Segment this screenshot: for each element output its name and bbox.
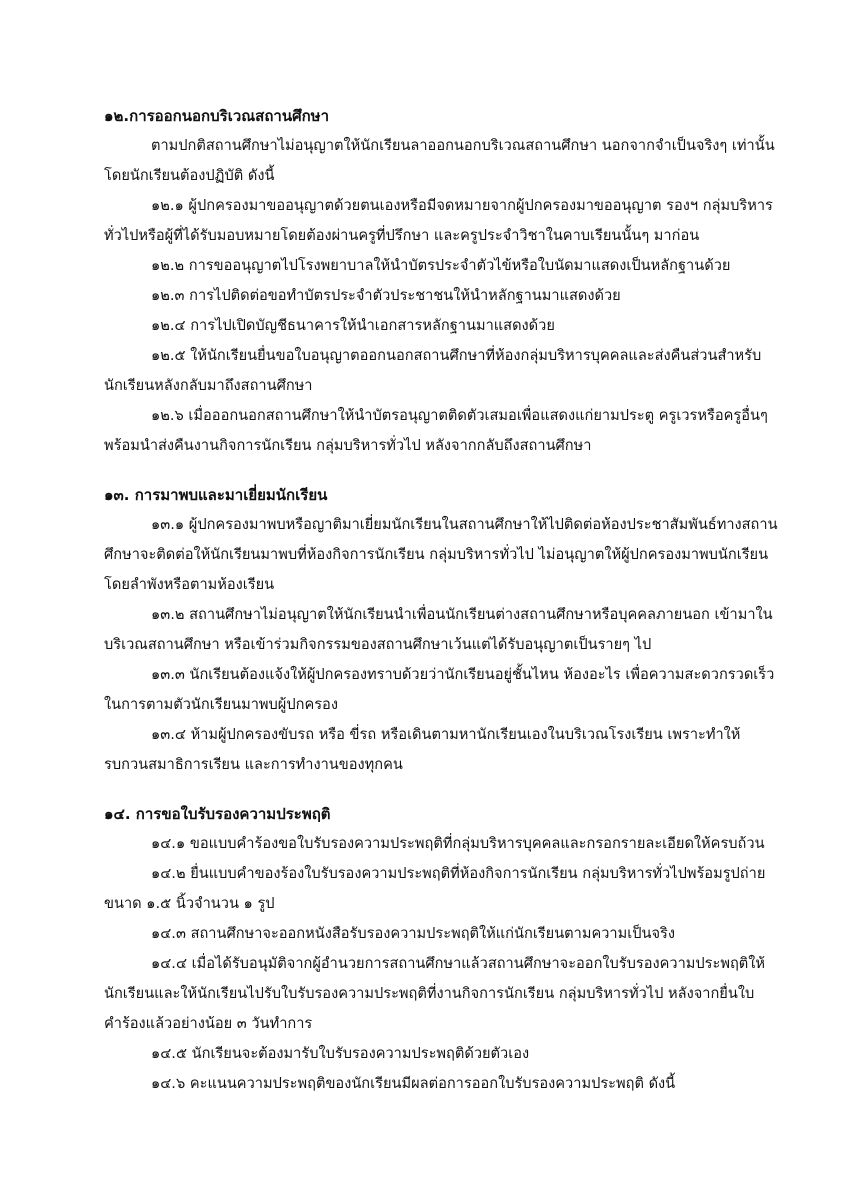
section-heading: ๑๒.การออกนอกบริเวณสถานศึกษา <box>104 107 329 125</box>
section-intro-paragraph: ตามปกติสถานศึกษาไม่อนุญาตให้นักเรียนลาออกนอกบริเวณสถานศึกษา นอกจากจำเป็นจริงๆ เท่านั้นโดยนักเรียนต้องปฏิบัติ ดังนี้ <box>104 137 775 184</box>
section-14-conduct-certificate <box>104 799 780 1099</box>
section-heading: ๑๔. การขอใบรับรองความประพฤติ <box>104 805 331 823</box>
rule-item: ๑๔.๕ นักเรียนจะต้องมารับใบรับรองความประพฤติด้วยตัวเอง <box>151 1045 530 1062</box>
rule-item: ๑๓.๑ ผู้ปกครองมาพบหรือญาติมาเยี่ยมนักเรียนในสถานศึกษาให้ไปติดต่อห้องประชาสัมพันธ์ทางสถานศึกษาจะติดต่อให้นักเรียนมาพบที่ห้องกิจการนักเรียน กลุ่มบริหารทั่วไป ไม่อนุญาตให้ผู้ปกครองมาพบนักเรียนโดยลำพังหรือตามห้องเรียน <box>104 516 778 593</box>
rule-item: ๑๓.๒ สถานศึกษาไม่อนุญาตให้นักเรียนนำเพื่อนนักเรียนต่างสถานศึกษาหรือบุคคลภายนอก เข้ามาในบริเวณสถานศึกษา หรือเข้าร่วมกิจกรรมของสถานศึกษาเว้นแต่ได้รับอนุญาตเป็นรายๆ ไป <box>104 606 773 653</box>
rule-item: ๑๔.๒ ยื่นแบบคำของร้องใบรับรองความประพฤติที่ห้องกิจการนักเรียน กลุ่มบริหารทั่วไปพร้อมรูปถ่ายขนาด ๑.๕ นิ้วจำนวน ๑ รูป <box>104 865 766 912</box>
rule-item: ๑๒.๓ การไปติดต่อขอทำบัตรประจำตัวประชาชนให้นำหลักฐานมาแสดงด้วย <box>151 287 621 304</box>
rule-item: ๑๓.๓ นักเรียนต้องแจ้งให้ผู้ปกครองทราบด้วยว่านักเรียนอยู่ชั้นไหน ห้องอะไร เพื่อความสะดวกรวดเร็วในการตามตัวนักเรียนมาพบผู้ปกครอง <box>104 666 775 713</box>
rule-item: ๑๔.๓ สถานศึกษาจะออกหนังสือรับรองความประพฤติให้แก่นักเรียนตามความเป็นจริง <box>151 925 675 942</box>
rule-item: ๑๒.๑ ผู้ปกครองมาขออนุญาตด้วยตนเองหรือมีจดหมายจากผู้ปกครองมาขออนุญาต รองฯ กลุ่มบริหารทั่วไปหรือผู้ที่ได้รับมอบหมายโดยต้องผ่านครูที่ปรึกษา และครูประจำวิชาในคาบเรียนนั้นๆ มาก่อน <box>104 197 773 244</box>
rule-item: ๑๒.๕ ให้นักเรียนยื่นขอใบอนุญาตออกนอกสถานศึกษาที่ห้องกลุ่มบริหารบุคคลและส่งคืนส่วนสำหรับนักเรียนหลังกลับมาถึงสถานศึกษา <box>104 347 762 394</box>
section-13-visiting-students <box>104 480 780 780</box>
rule-item: ๑๒.๔ การไปเปิดบัญชีธนาคารให้นำเอกสารหลักฐานมาแสดงด้วย <box>151 317 555 334</box>
rule-item: ๑๒.๒ การขออนุญาตไปโรงพยาบาลให้นำบัตรประจำตัวไข้หรือใบนัดมาแสดงเป็นหลักฐานด้วย <box>151 257 731 274</box>
rule-item: ๑๒.๖ เมื่อออกนอกสถานศึกษาให้นำบัตรอนุญาตติดตัวเสมอเพื่อแสดงแก่ยามประตู ครูเวรหรือครูอื่นๆ พร้อมนำส่งคืนงานกิจการนักเรียน กลุ่มบริหารทั่วไป หลังจากกลับถึงสถานศึกษา <box>104 407 768 454</box>
rule-item: ๑๔.๖ คะแนนความประพฤติของนักเรียนมีผลต่อการออกใบรับรองความประพฤติ ดังนี้ <box>151 1075 676 1092</box>
rule-item: ๑๔.๔ เมื่อได้รับอนุมัติจากผู้อำนวยการสถานศึกษาแล้วสถานศึกษาจะออกใบรับรองความประพฤติให้นักเรียนและให้นักเรียนไปรับใบรับรองความประพฤติที่งานกิจการนักเรียน กลุ่มบริหารทั่วไป หลังจากยื่นใบคำร้องแล้วอย่างน้อย ๓ วันทำการ <box>104 955 766 1032</box>
section-12-leaving-school-grounds <box>104 101 780 461</box>
section-heading: ๑๓. การมาพบและมาเยี่ยมนักเรียน <box>104 486 328 504</box>
rule-item: ๑๓.๔ ห้ามผู้ปกครองขับรถ หรือ ขี่รถ หรือเดินตามหานักเรียนเองในบริเวณโรงเรียน เพราะทำให้รบกวนสมาธิการเรียน และการทำงานของทุกคน <box>104 726 741 773</box>
document-body <box>104 101 780 1099</box>
section-spacer <box>104 461 780 480</box>
rule-item: ๑๔.๑ ขอแบบคำร้องขอใบรับรองความประพฤติที่กลุ่มบริหารบุคคลและกรอกรายละเอียดให้ครบถ้วน <box>151 835 765 852</box>
section-spacer <box>104 780 780 799</box>
